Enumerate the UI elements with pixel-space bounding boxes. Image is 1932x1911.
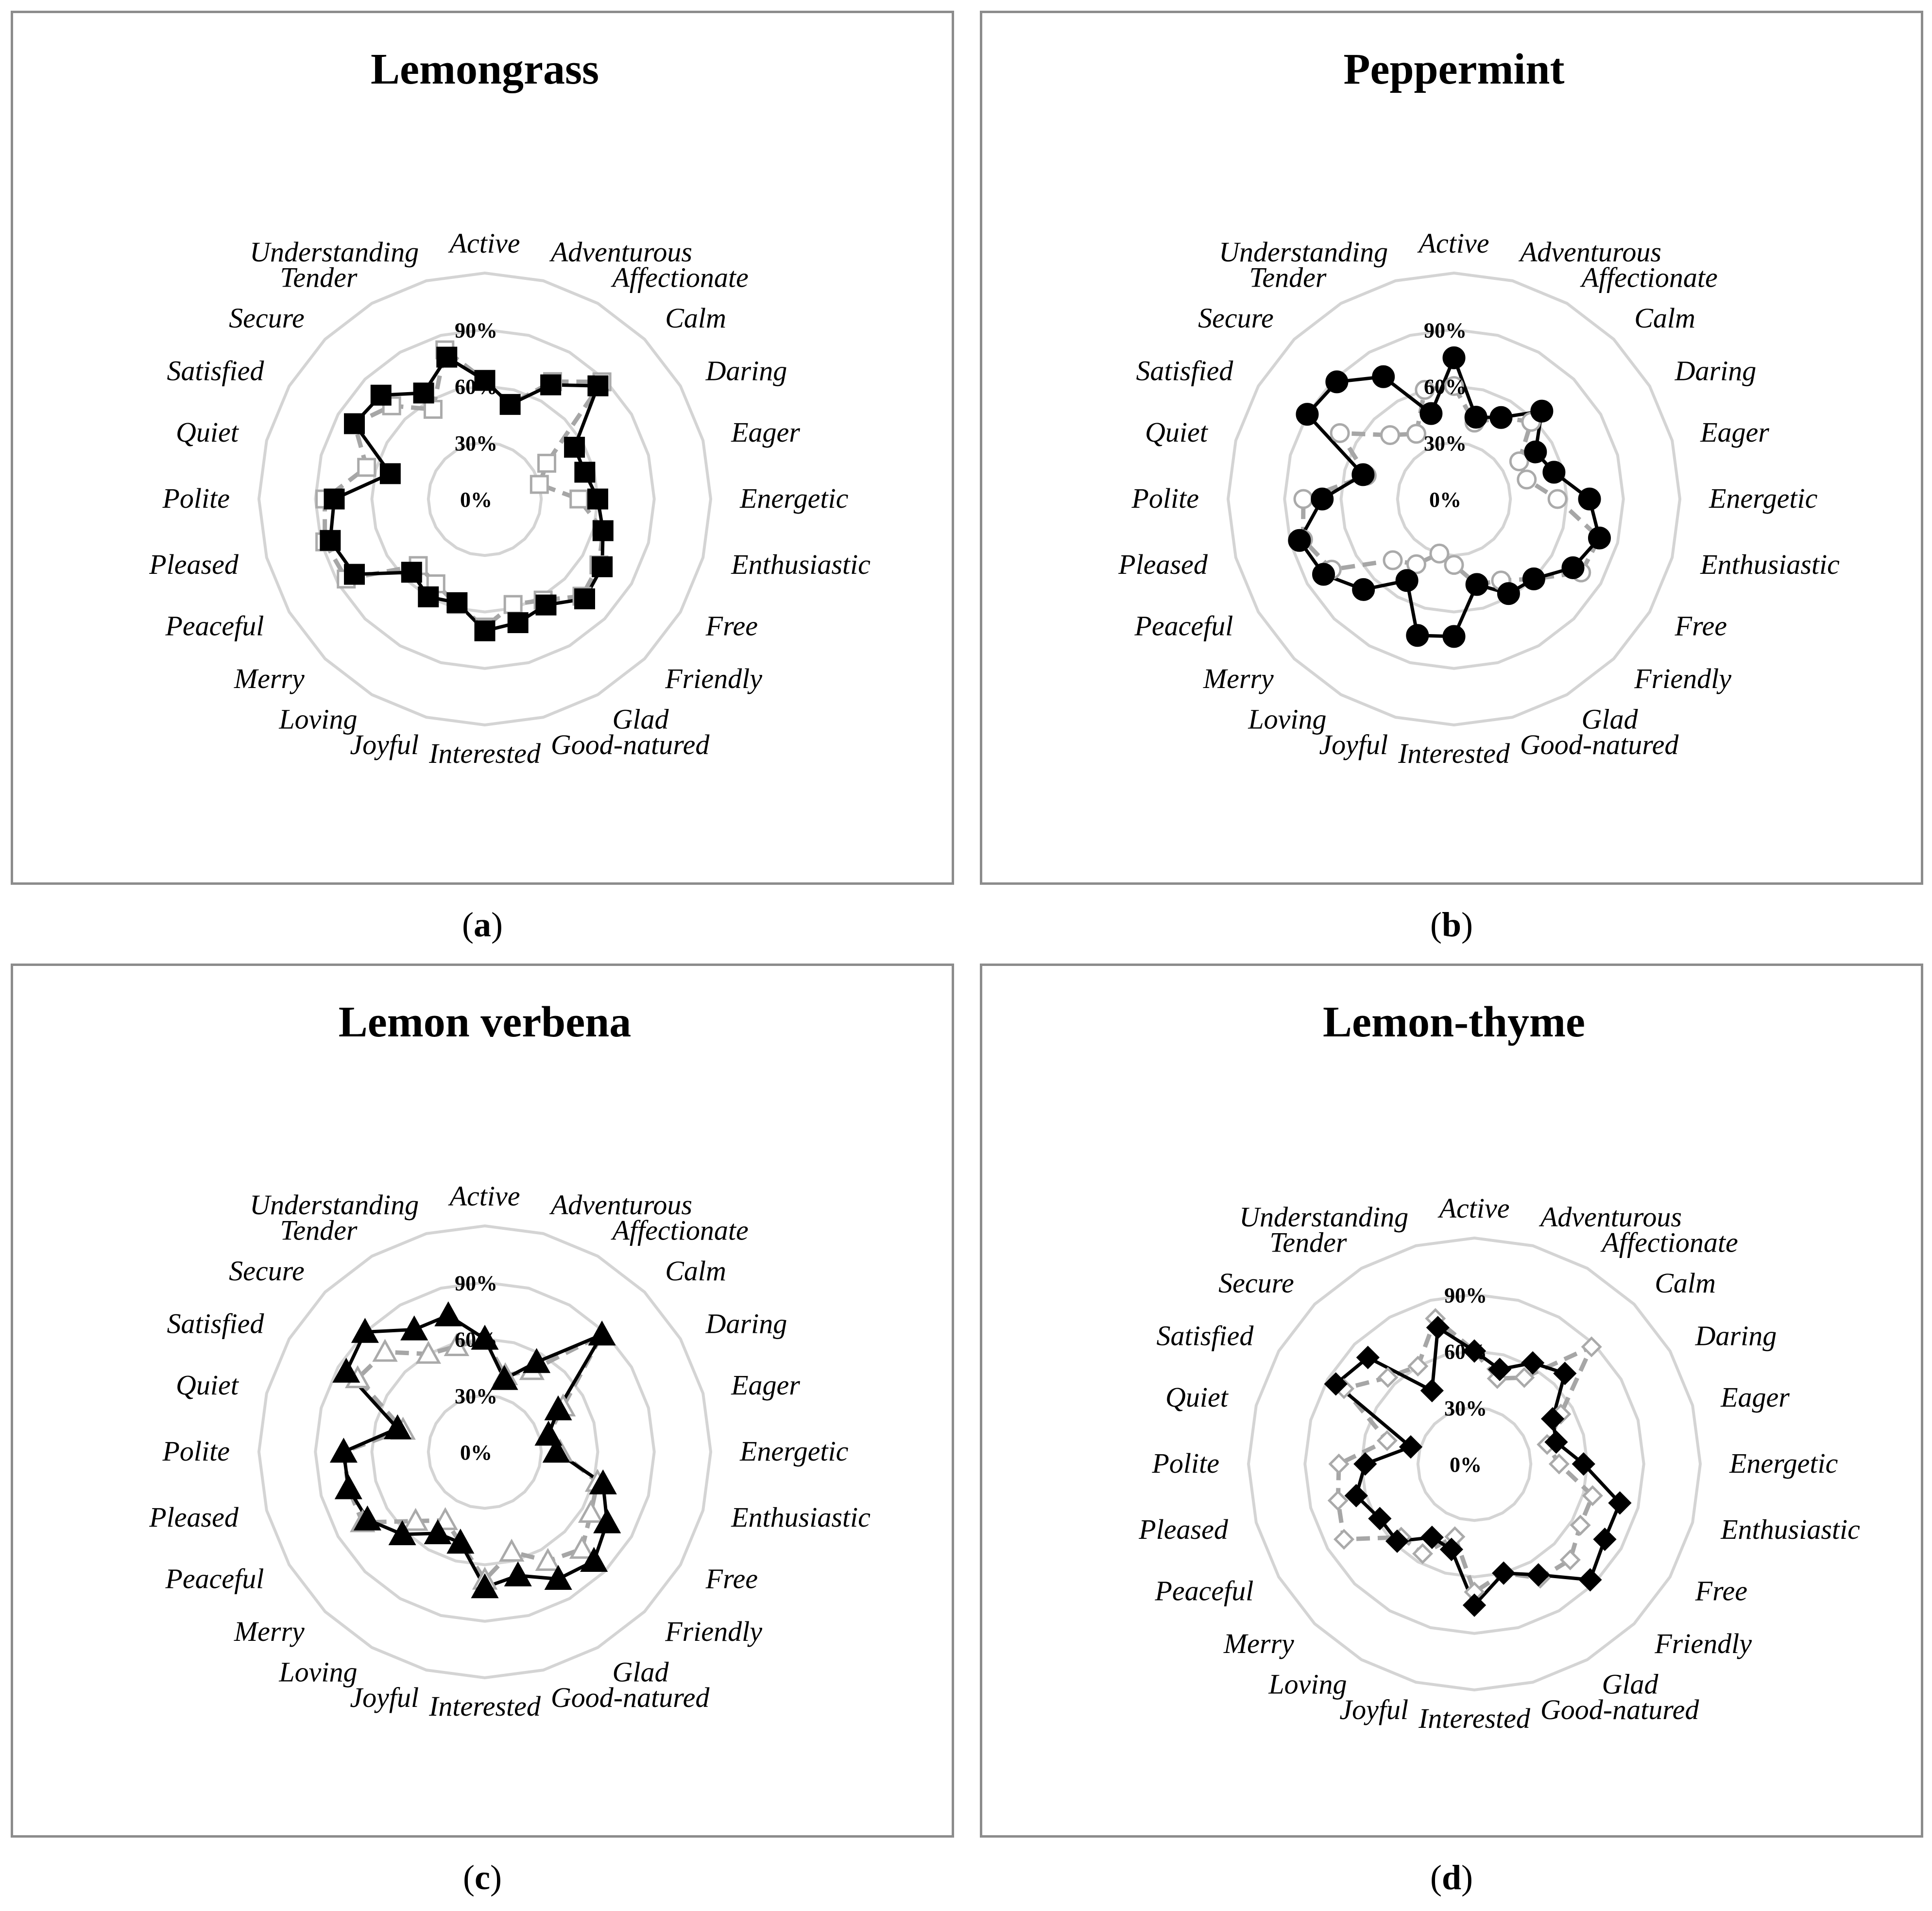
chart-title: Peppermint (1343, 45, 1565, 93)
data-point-filled-free (1594, 1529, 1615, 1550)
axis-label-understanding: Understanding (1219, 236, 1388, 268)
axis-label-affectionate: Affectionate (612, 261, 749, 293)
axis-label-daring: Daring (705, 355, 787, 387)
data-point-open-interested (1445, 556, 1463, 574)
data-point-filled-active (1443, 347, 1465, 368)
data-point-filled-daring (1525, 441, 1546, 463)
axis-label-interested: Interested (1398, 738, 1510, 769)
axis-label-eager: Eager (731, 416, 800, 448)
data-point-open-energetic (1549, 490, 1566, 508)
data-point-filled-understanding (436, 1303, 461, 1326)
data-point-open-merry (1384, 551, 1402, 569)
axis-label-loving: Loving (1248, 703, 1327, 735)
caption-d: (d) (1430, 1858, 1473, 1897)
axis-label-interested: Interested (1419, 1703, 1530, 1734)
data-point-open-tender (425, 401, 441, 417)
axis-label-friendly: Friendly (1655, 1628, 1752, 1660)
panel-c (11, 964, 954, 1838)
axis-label-affectionate: Affectionate (1581, 261, 1718, 293)
caption-b: (b) (1430, 905, 1473, 944)
data-point-filled-polite (1354, 1453, 1376, 1475)
axis-label-adventurous: Adventurous (1540, 1201, 1682, 1233)
data-point-filled-calm (1554, 1363, 1575, 1384)
data-point-filled-interested (475, 621, 495, 640)
axis-label-calm: Calm (1655, 1267, 1716, 1299)
axis-label-pleased: Pleased (1139, 1513, 1228, 1545)
data-point-filled-daring (565, 437, 584, 457)
axis-label-secure: Secure (1218, 1267, 1294, 1299)
data-point-filled-tender (1421, 1380, 1443, 1401)
radar-chart-lemon-verbena (13, 966, 957, 1840)
axis-label-quiet: Quiet (176, 1369, 239, 1401)
panel-d (980, 964, 1923, 1838)
axis-label-polite: Polite (162, 482, 230, 514)
data-point-open-polite (1295, 490, 1312, 508)
data-point-filled-glad (1498, 583, 1519, 604)
data-point-filled-eager (1543, 462, 1565, 483)
data-point-open-peaceful (1335, 1531, 1353, 1548)
data-point-open-quiet (359, 459, 375, 476)
data-point-filled-polite (331, 1439, 356, 1462)
axis-label-loving: Loving (1268, 1668, 1347, 1700)
axis-label-secure: Secure (1198, 302, 1274, 334)
data-point-filled-friendly (1523, 568, 1544, 589)
axis-label-polite: Polite (1131, 482, 1199, 514)
axis-label-quiet: Quiet (176, 416, 239, 448)
axis-label-active: Active (1439, 1192, 1510, 1224)
data-point-filled-affectionate (524, 1349, 549, 1372)
tick-label: 0% (460, 488, 492, 512)
chart-title: Lemongrass (371, 45, 599, 93)
axis-label-friendly: Friendly (665, 663, 762, 695)
tick-label: 60% (455, 1327, 497, 1352)
data-point-filled-tender (402, 1317, 427, 1340)
axis-label-energetic: Energetic (740, 1435, 849, 1467)
radar-chart-peppermint (982, 13, 1926, 887)
axis-label-pleased: Pleased (1118, 548, 1208, 580)
data-point-filled-pleased (321, 531, 340, 550)
data-point-filled-understanding (437, 347, 457, 367)
axis-label-good-natured: Good-natured (1540, 1694, 1699, 1726)
axis-label-pleased: Pleased (149, 548, 239, 580)
axis-label-enthusiastic: Enthusiastic (1721, 1513, 1860, 1545)
axis-label-secure: Secure (229, 1255, 305, 1287)
axis-label-calm: Calm (665, 302, 726, 334)
data-point-filled-good-natured (1466, 574, 1487, 595)
data-point-filled-polite (325, 489, 344, 509)
data-point-filled-pleased (1289, 530, 1310, 551)
axis-label-good-natured: Good-natured (550, 1682, 710, 1714)
data-point-open-daring (539, 455, 555, 471)
data-point-open-tender (1408, 425, 1425, 443)
axis-label-eager: Eager (1721, 1381, 1790, 1413)
data-point-open-friendly (571, 1538, 593, 1558)
axis-label-merry: Merry (234, 1616, 305, 1648)
axis-label-adventurous: Adventurous (1520, 236, 1661, 268)
axis-label-good-natured: Good-natured (550, 729, 710, 761)
axis-label-joyful: Joyful (350, 1682, 419, 1714)
axis-label-glad: Glad (612, 1656, 669, 1688)
data-point-filled-pleased (336, 1476, 361, 1498)
tick-label: 30% (455, 1384, 497, 1408)
data-point-filled-calm (589, 1322, 615, 1345)
axis-label-calm: Calm (1634, 302, 1695, 334)
axis-label-affectionate: Affectionate (612, 1214, 749, 1246)
axis-label-loving: Loving (279, 703, 358, 735)
data-point-filled-enthusiastic (593, 521, 613, 540)
data-point-filled-peaceful (1313, 564, 1334, 585)
tick-label: 30% (1444, 1396, 1487, 1420)
data-point-filled-tender (1373, 366, 1394, 387)
axis-label-friendly: Friendly (1634, 663, 1731, 695)
data-point-filled-loving (419, 587, 438, 606)
data-point-filled-understanding (1420, 403, 1442, 424)
data-point-open-eager (1518, 471, 1536, 488)
data-point-open-eager (531, 476, 547, 493)
data-point-open-polite (1330, 1455, 1348, 1473)
axis-label-enthusiastic: Enthusiastic (1700, 548, 1840, 580)
data-point-filled-joyful (1407, 625, 1428, 646)
data-point-filled-tender (414, 383, 433, 403)
data-point-filled-secure (371, 385, 391, 405)
data-point-open-energetic (571, 491, 587, 507)
axis-label-eager: Eager (731, 1369, 800, 1401)
axis-label-energetic: Energetic (1729, 1447, 1838, 1479)
axis-label-peaceful: Peaceful (165, 610, 264, 642)
data-point-open-quiet (1378, 1432, 1396, 1449)
axis-label-polite: Polite (162, 1435, 230, 1467)
axis-label-glad: Glad (612, 703, 669, 735)
data-point-filled-quiet (1352, 464, 1374, 485)
data-point-filled-joyful (447, 593, 467, 612)
data-point-filled-good-natured (505, 1563, 530, 1586)
axis-label-active: Active (449, 1180, 520, 1212)
axis-label-joyful: Joyful (350, 729, 419, 761)
data-point-filled-affectionate (541, 375, 561, 395)
chart-title: Lemon verbena (338, 998, 632, 1046)
data-point-open-good-natured (505, 596, 521, 613)
data-point-filled-merry (402, 563, 421, 582)
axis-label-peaceful: Peaceful (1155, 1575, 1254, 1607)
axis-label-polite: Polite (1152, 1447, 1219, 1479)
caption-c: (c) (463, 1858, 502, 1897)
data-point-filled-friendly (575, 589, 595, 609)
axis-label-pleased: Pleased (149, 1501, 239, 1533)
chart-title: Lemon-thyme (1323, 998, 1585, 1046)
data-point-filled-affectionate (1490, 407, 1512, 428)
axis-label-glad: Glad (1602, 1668, 1658, 1700)
data-point-open-satisfied (1331, 424, 1349, 442)
data-point-filled-calm (1531, 400, 1553, 422)
tick-label: 0% (1429, 488, 1461, 512)
tick-label: 60% (455, 375, 497, 399)
data-point-filled-enthusiastic (1589, 527, 1610, 549)
data-point-open-glad (537, 1550, 559, 1570)
axis-label-joyful: Joyful (1319, 729, 1388, 761)
tick-label: 30% (1424, 431, 1467, 455)
data-point-filled-loving (1396, 570, 1418, 591)
radar-chart-lemongrass (13, 13, 957, 887)
data-point-filled-satisfied (345, 414, 364, 433)
axis-label-free: Free (1695, 1575, 1748, 1607)
axis-label-friendly: Friendly (665, 1616, 762, 1648)
data-point-filled-satisfied (1297, 404, 1318, 425)
axis-label-eager: Eager (1700, 416, 1769, 448)
axis-label-enthusiastic: Enthusiastic (731, 1501, 871, 1533)
axis-label-energetic: Energetic (740, 482, 849, 514)
data-point-filled-good-natured (508, 613, 528, 633)
data-point-filled-free (593, 557, 612, 577)
data-point-filled-free (1562, 557, 1584, 578)
axis-label-daring: Daring (1695, 1320, 1777, 1352)
tick-label: 90% (455, 1271, 497, 1295)
data-point-filled-quiet (380, 464, 400, 483)
data-point-filled-eager (575, 463, 595, 482)
axis-label-enthusiastic: Enthusiastic (731, 548, 871, 580)
axis-label-tender: Tender (1249, 261, 1327, 293)
data-point-open-pleased (1329, 1492, 1347, 1509)
axis-label-glad: Glad (1581, 703, 1638, 735)
axis-label-merry: Merry (1223, 1628, 1294, 1660)
data-point-open-calm (1583, 1338, 1600, 1356)
axis-label-energetic: Energetic (1709, 482, 1818, 514)
axis-label-active: Active (1419, 227, 1489, 259)
axis-label-free: Free (705, 610, 758, 642)
axis-label-joyful: Joyful (1339, 1694, 1409, 1726)
data-point-filled-glad (536, 595, 556, 615)
data-point-filled-adventurous (1465, 407, 1487, 428)
axis-label-calm: Calm (665, 1255, 726, 1287)
axis-label-merry: Merry (1203, 663, 1274, 695)
axis-label-satisfied: Satisfied (1156, 1320, 1254, 1352)
axis-label-satisfied: Satisfied (1136, 355, 1233, 387)
panel-a (11, 11, 954, 885)
axis-label-quiet: Quiet (1145, 416, 1208, 448)
axis-label-interested: Interested (429, 1690, 541, 1722)
panel-b (980, 11, 1923, 885)
axis-label-peaceful: Peaceful (1134, 610, 1233, 642)
axis-label-adventurous: Adventurous (550, 236, 692, 268)
data-point-filled-merry (1353, 579, 1374, 600)
axis-label-loving: Loving (279, 1656, 358, 1688)
data-point-open-secure (374, 1341, 395, 1360)
axis-label-tender: Tender (280, 261, 358, 293)
data-point-filled-interested (1443, 626, 1465, 647)
data-point-filled-polite (1312, 488, 1333, 510)
axis-label-good-natured: Good-natured (1520, 729, 1679, 761)
axis-label-understanding: Understanding (250, 1188, 419, 1221)
tick-label: 60% (1444, 1340, 1487, 1364)
data-point-open-secure (1381, 426, 1399, 444)
radar-chart-lemon-thyme (982, 966, 1926, 1840)
tick-label: 30% (455, 431, 497, 455)
axis-label-peaceful: Peaceful (165, 1563, 264, 1595)
axis-label-adventurous: Adventurous (550, 1188, 692, 1221)
data-point-open-good-natured (501, 1541, 522, 1561)
axis-label-understanding: Understanding (250, 236, 419, 268)
data-point-filled-energetic (588, 489, 608, 509)
axis-label-free: Free (1675, 610, 1727, 642)
data-point-open-joyful (1431, 545, 1448, 562)
data-point-filled-energetic (1579, 488, 1600, 510)
tick-label: 0% (1450, 1453, 1482, 1477)
axis-label-daring: Daring (705, 1308, 787, 1340)
axis-label-free: Free (705, 1563, 758, 1595)
axis-label-satisfied: Satisfied (167, 1308, 264, 1340)
axis-label-tender: Tender (1269, 1226, 1347, 1258)
axis-label-secure: Secure (229, 302, 305, 334)
axis-label-active: Active (449, 227, 520, 259)
tick-label: 90% (1444, 1283, 1487, 1308)
tick-label: 0% (460, 1441, 492, 1464)
axis-label-quiet: Quiet (1165, 1381, 1228, 1413)
axis-label-merry: Merry (234, 663, 305, 695)
data-point-filled-calm (588, 376, 608, 396)
tick-label: 90% (1424, 318, 1467, 343)
axis-label-affectionate: Affectionate (1602, 1226, 1738, 1258)
caption-a: (a) (462, 905, 503, 944)
axis-label-interested: Interested (429, 738, 541, 769)
tick-label: 90% (455, 318, 497, 343)
data-point-filled-peaceful (345, 565, 364, 584)
tick-label: 60% (1424, 375, 1467, 399)
axis-label-daring: Daring (1675, 355, 1757, 387)
axis-label-understanding: Understanding (1239, 1201, 1409, 1233)
data-point-filled-friendly (1579, 1569, 1601, 1590)
axis-label-satisfied: Satisfied (167, 355, 264, 387)
data-point-filled-secure (1326, 371, 1348, 393)
data-point-filled-adventurous (500, 395, 520, 414)
axis-label-tender: Tender (280, 1214, 358, 1246)
